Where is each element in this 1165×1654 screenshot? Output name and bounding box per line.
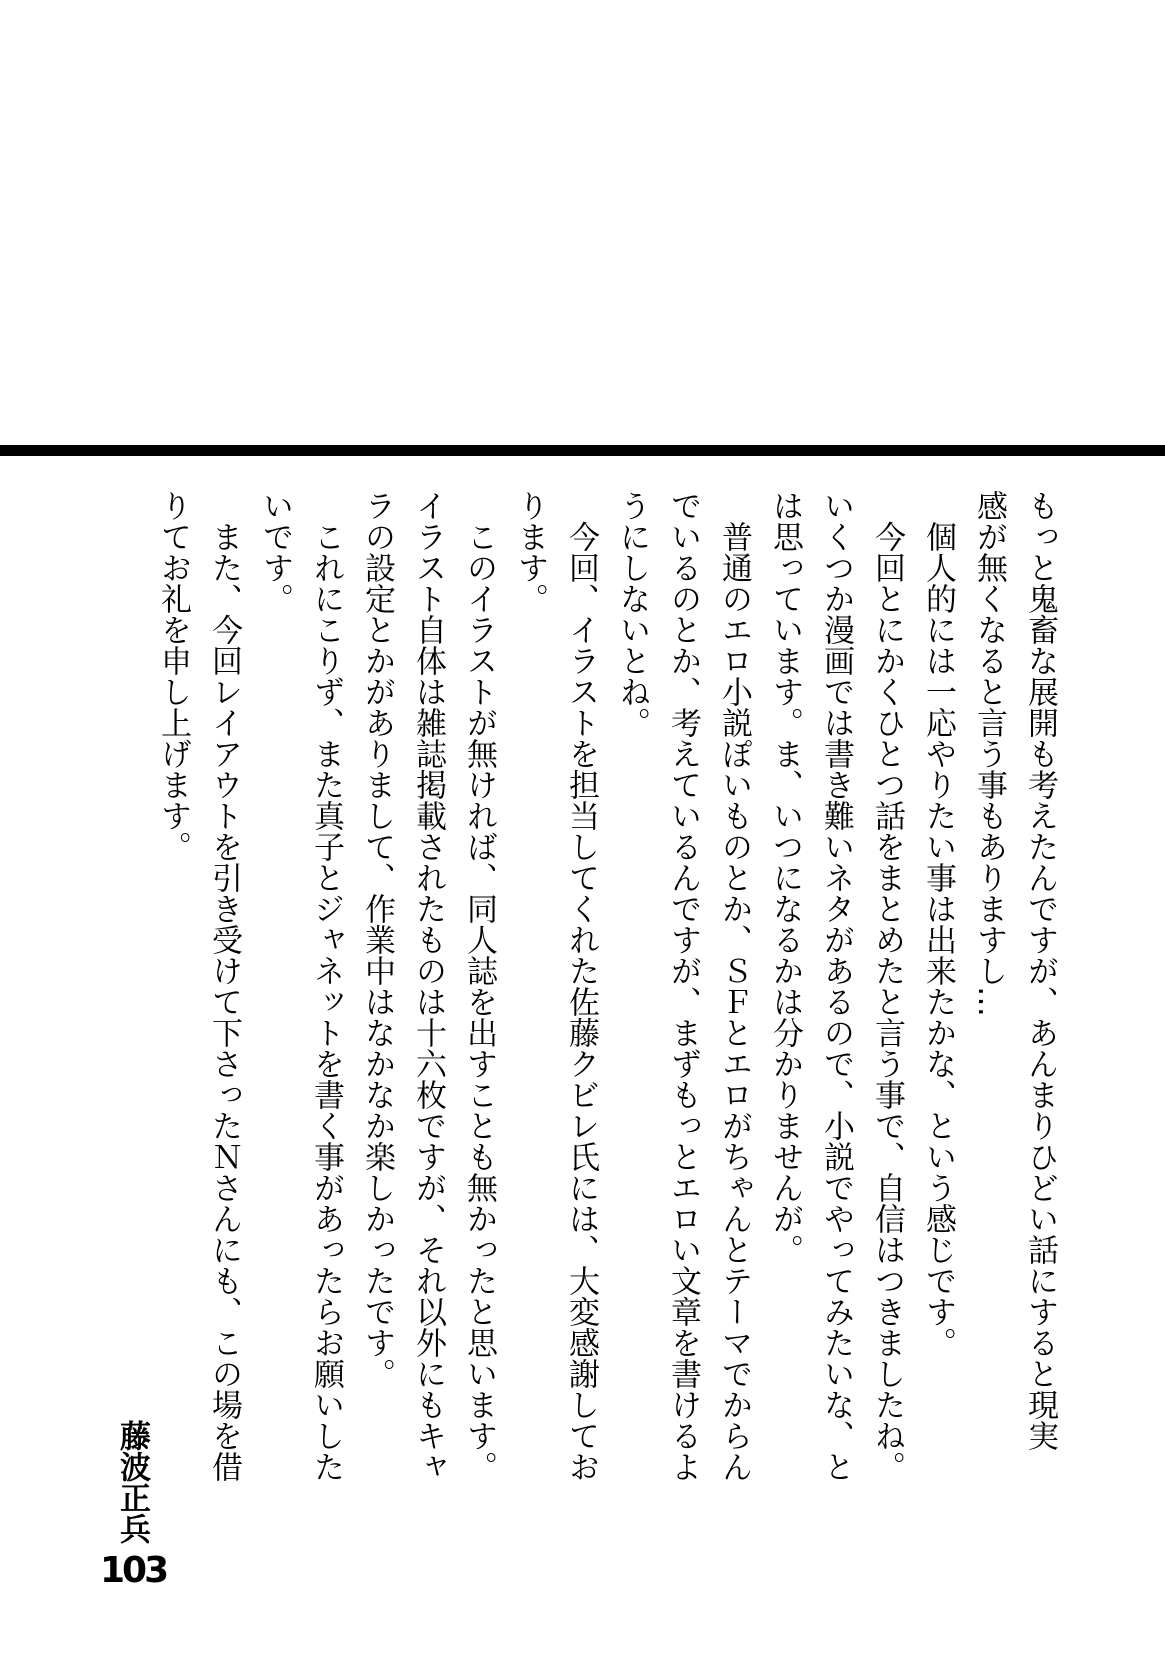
text-line: 普通のエロ小説ぽいものとか、ＳＦとエロがちゃんとテーマでからん bbox=[716, 490, 752, 1482]
text-line: もっと鬼畜な展開も考えたんですが、あんまりひどい話にすると現実 bbox=[1022, 490, 1058, 1451]
text-line: 今回、イラストを担当してくれた佐藤クビレ氏には、大変感謝してお bbox=[563, 490, 599, 1482]
text-line: いくつか漫画では書き難いネタがあるので、小説でやってみたいな、と bbox=[818, 490, 854, 1482]
horizontal-divider bbox=[0, 445, 1165, 456]
text-line: 今回とにかくひとつ話をまとめたと言う事で、自信はつきましたね。 bbox=[869, 490, 905, 1482]
text-line: うにしないとね。 bbox=[614, 490, 650, 738]
text-line: これにこりず、また真子とジャネットを書く事があったらお願いした bbox=[308, 490, 344, 1482]
text-line: ラの設定とかがありまして、作業中はなかなか楽しかったです。 bbox=[359, 490, 395, 1389]
text-line: イラスト自体は雑誌掲載されたものは十六枚ですが、それ以外にもキャ bbox=[410, 490, 446, 1482]
page-number: 103 bbox=[100, 1550, 167, 1591]
author-name: 藤波正兵 bbox=[114, 1420, 150, 1544]
text-line: 個人的には一応やりたい事は出来たかな、という感じです。 bbox=[920, 490, 956, 1358]
text-line: りてお礼を申し上げます。 bbox=[155, 490, 191, 862]
text-line: このイラストが無ければ、同人誌を出すことも無かったと思います。 bbox=[461, 490, 497, 1482]
text-line: また、今回レイアウトを引き受けて下さったＮさんにも、この場を借 bbox=[206, 490, 242, 1482]
text-line: 感が無くなると言う事もありますし… bbox=[971, 490, 1007, 1017]
text-line: いです。 bbox=[257, 490, 293, 614]
text-line: ります。 bbox=[512, 490, 548, 614]
text-line: は思っています。ま、いつになるかは分かりませんが。 bbox=[767, 490, 803, 1265]
text-line: でいるのとか、考えているんですが、まずもっとエロい文章を書けるよ bbox=[665, 490, 701, 1482]
afterword-text bbox=[147, 490, 1065, 1530]
